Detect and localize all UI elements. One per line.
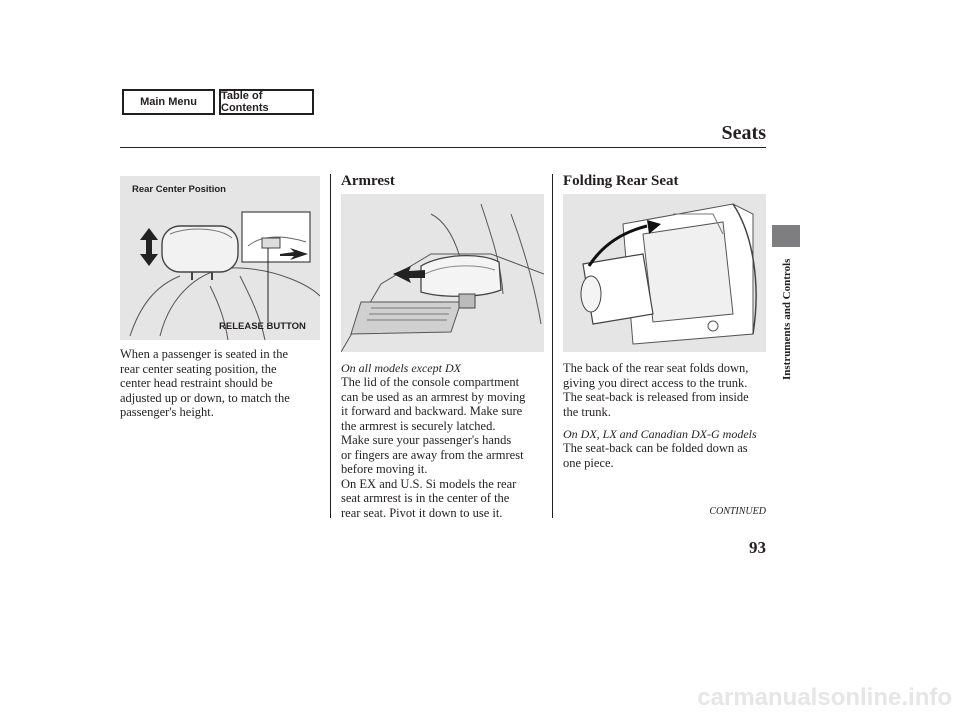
folding-seat-illustration [563,194,766,352]
continued-label: CONTINUED [709,506,766,517]
armrest-model-note: On all models except DX [341,361,461,375]
armrest-illustration [341,194,544,352]
folding-seat-figure [563,194,766,352]
page-title: Seats [721,122,766,144]
head-restraint-figure [120,176,320,340]
column-divider-1 [330,174,331,518]
release-button-callout: RELEASE BUTTON [219,321,306,332]
armrest-text: The lid of the console compartment can be used as an armrest by moving it forward and backward. Make sure the armrest is securely latched. Make sure your passenger's hands or fingers are away from the armrest before moving it. On EX and U.S. Si models the rear seat armrest is in the center of the rear seat. Pivot it down to use it. [341,375,526,520]
folding-seat-text-2: The seat-back can be folded down as one piece. [563,441,748,470]
figure-caption-rear-center: Rear Center Position [132,184,226,195]
page-number: 93 [749,538,766,557]
column-divider-2 [552,174,553,518]
header-rule [120,147,766,148]
chapter-side-label: Instruments and Controls [781,258,793,380]
head-restraint-text: When a passenger is seated in the rear center seating position, the center head restraint should be adjusted up or down, to match the passenger's height. [120,347,290,419]
folding-seat-model-note: On DX, LX and Canadian DX-G models [563,427,757,441]
head-restraint-illustration [120,176,320,340]
chapter-tab-marker [772,225,800,247]
armrest-figure [341,194,544,352]
armrest-heading: Armrest [341,173,395,189]
folding-seat-heading: Folding Rear Seat [563,173,679,189]
site-watermark: carmanualsonline.info [697,684,952,711]
table-of-contents-button[interactable]: Table of Contents [219,89,314,115]
main-menu-button[interactable]: Main Menu [122,89,215,115]
folding-seat-text: The back of the rear seat folds down, giving you direct access to the trunk. The seat-back is released from inside the trunk. [563,361,749,419]
